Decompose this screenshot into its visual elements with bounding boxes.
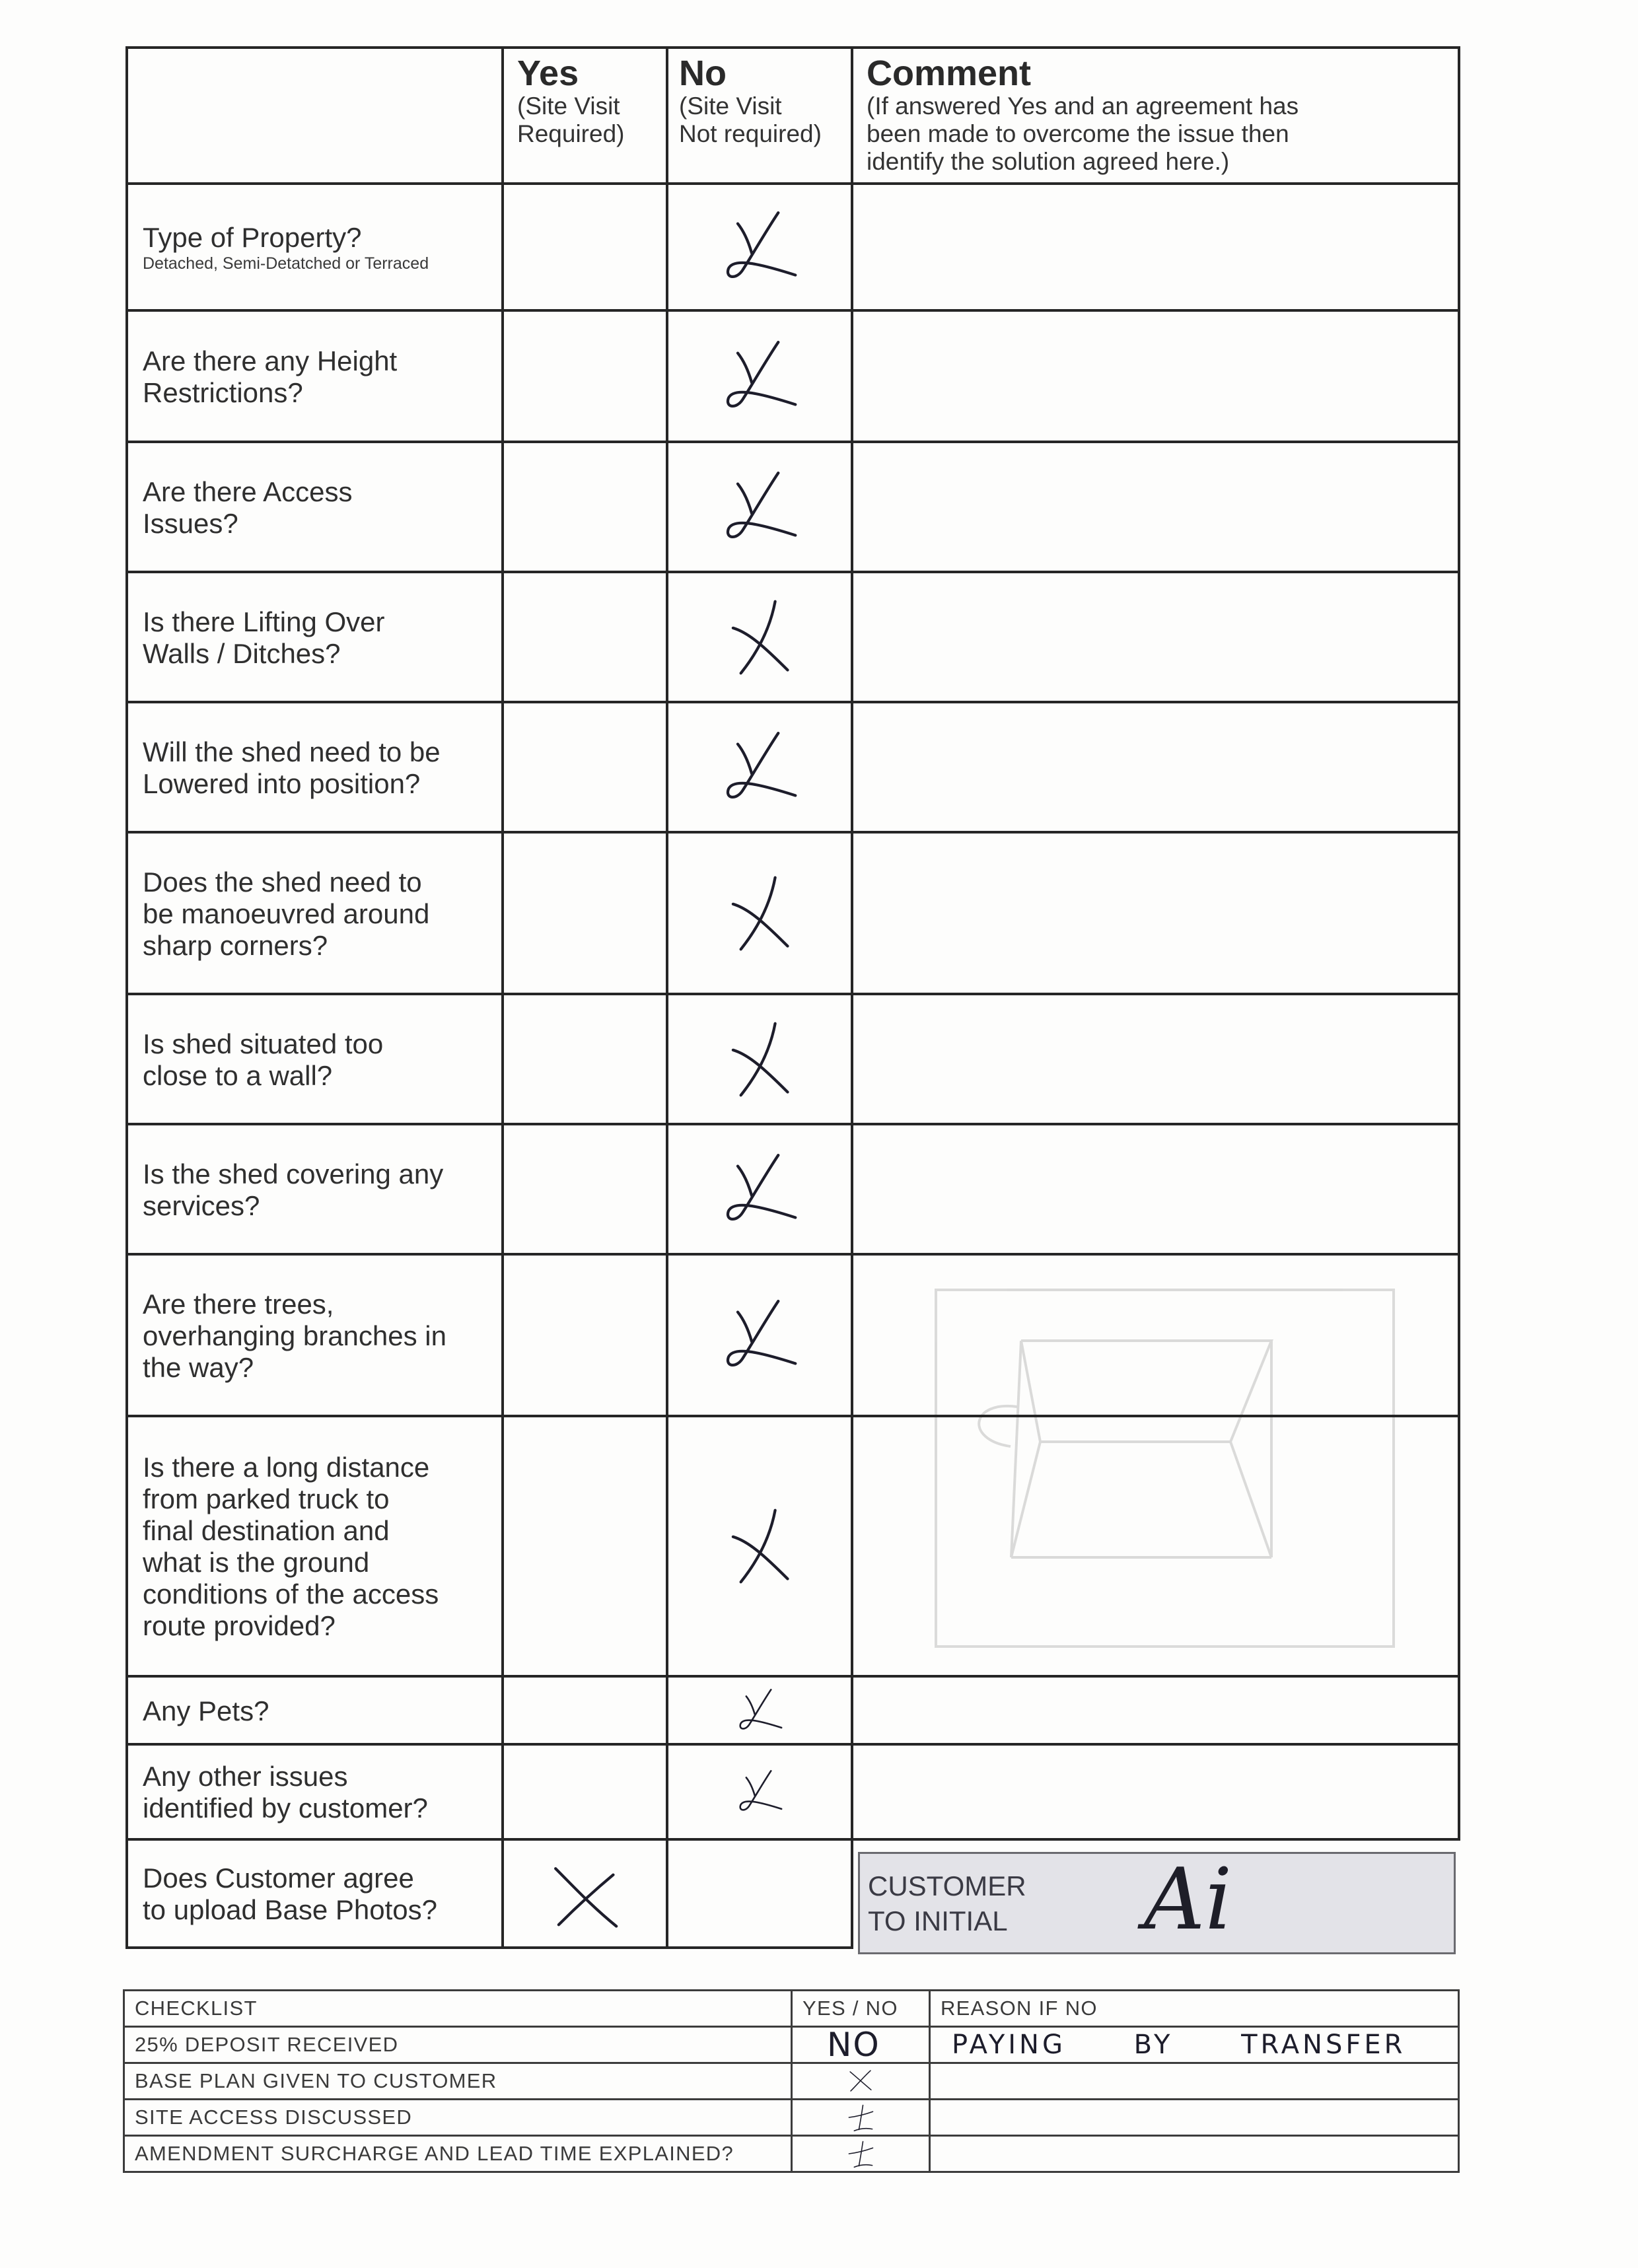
yes-answer-cell <box>504 443 668 573</box>
comment-cell <box>853 1746 1460 1841</box>
yes-header-note: (Site Visit <box>517 92 620 120</box>
no-answer-cell <box>668 1125 853 1256</box>
question-cell <box>128 703 504 833</box>
question-text: final destination and <box>143 1515 390 1546</box>
checklist-reason <box>931 2064 1460 2100</box>
no-answer-cell <box>668 1841 853 1949</box>
question-text: Is there a long distance <box>143 1452 430 1483</box>
yes-answer-cell <box>504 995 668 1125</box>
question-text: Issues? <box>143 507 238 539</box>
checklist-item: 25% DEPOSIT RECEIVED <box>125 2028 793 2064</box>
question-text: Any other issues <box>143 1761 348 1792</box>
comment-cell <box>853 312 1460 443</box>
question-text: Restrictions? <box>143 376 303 408</box>
yes-header-cell <box>504 49 668 185</box>
question-text: Any Pets? <box>143 1695 269 1726</box>
checklist-table <box>123 1989 1460 2173</box>
comment-cell <box>853 995 1460 1125</box>
question-text: overhanging branches in <box>143 1320 446 1351</box>
tick-mark-icon <box>845 2103 876 2132</box>
alpha-cross-icon <box>730 1768 789 1816</box>
question-text: identified by customer? <box>143 1792 428 1824</box>
question-text: Is shed situated too <box>143 1028 384 1059</box>
question-text: Does the shed need to <box>143 866 422 898</box>
yes-answer-cell <box>504 1256 668 1417</box>
question-text: from parked truck to <box>143 1483 390 1514</box>
checklist-reason: PAYING BY TRANSFER <box>931 2028 1460 2064</box>
question-text: services? <box>143 1189 260 1221</box>
no-answer-cell <box>668 833 853 995</box>
no-header-note: Not required) <box>679 120 822 147</box>
question-note: Detached, Semi-Detatched or Terraced <box>143 254 429 273</box>
alpha-cross-icon <box>721 208 799 286</box>
x-cross-icon <box>721 1507 799 1585</box>
yes-answer-cell <box>504 1125 668 1256</box>
yes-answer-cell <box>504 185 668 312</box>
checklist-answer <box>793 2064 931 2100</box>
checklist-reason <box>931 2137 1460 2173</box>
no-answer-cell <box>668 703 853 833</box>
no-answer-cell <box>668 1256 853 1417</box>
question-cell <box>128 995 504 1125</box>
question-text: Are there Access <box>143 476 353 507</box>
checklist-item: AMENDMENT SURCHARGE AND LEAD TIME EXPLAINED? <box>125 2137 793 2173</box>
checklist-item: SITE ACCESS DISCUSSED <box>125 2100 793 2137</box>
question-cell <box>128 1417 504 1678</box>
question-text: Type of Property? <box>143 222 362 253</box>
customer-initial-label-line: CUSTOMER <box>868 1870 1026 1901</box>
no-answer-cell <box>668 185 853 312</box>
checklist-header-item: CHECKLIST <box>125 1991 793 2028</box>
yes-answer-cell <box>504 312 668 443</box>
yes-answer-cell <box>504 573 668 703</box>
x-mark-icon <box>546 1855 624 1932</box>
question-cell <box>128 1746 504 1841</box>
no-answer-cell <box>668 443 853 573</box>
question-text: conditions of the access <box>143 1578 439 1610</box>
question-text: Are there trees, <box>143 1288 334 1320</box>
question-cell <box>128 443 504 573</box>
question-cell <box>128 1678 504 1746</box>
question-cell <box>128 1841 504 1949</box>
tick-mark-icon <box>845 2139 876 2168</box>
alpha-cross-icon <box>721 1151 799 1228</box>
comment-cell <box>853 1125 1460 1256</box>
yes-header-title: Yes <box>517 53 579 93</box>
customer-initial-label-line: TO INITIAL <box>868 1905 1008 1936</box>
no-answer-cell <box>668 312 853 443</box>
question-text: close to a wall? <box>143 1059 333 1091</box>
yes-header-note: Required) <box>517 120 625 147</box>
yes-answer-cell <box>504 1417 668 1678</box>
yes-answer-cell <box>504 1746 668 1841</box>
no-header-note: (Site Visit <box>679 92 782 120</box>
question-text: be manoeuvred around <box>143 898 430 929</box>
question-cell <box>128 1256 504 1417</box>
comment-cell <box>853 833 1460 995</box>
no-header-title: No <box>679 53 727 93</box>
x-cross-icon <box>721 1020 799 1098</box>
comment-cell <box>853 1678 1460 1746</box>
comment-cell <box>853 443 1460 573</box>
question-cell <box>128 185 504 312</box>
site-survey-table <box>125 46 1460 1949</box>
checklist-reason <box>931 2100 1460 2137</box>
no-header-cell <box>668 49 853 185</box>
no-answer-cell <box>668 1746 853 1841</box>
yes-answer-cell <box>504 833 668 995</box>
no-answer-cell <box>668 995 853 1125</box>
comment-header-note: identify the solution agreed here.) <box>867 148 1230 175</box>
checklist-header-answer: YES / NO <box>793 1991 931 2028</box>
yes-answer-cell <box>504 1678 668 1746</box>
question-text: Is there Lifting Over <box>143 606 385 637</box>
no-answer-cell <box>668 1678 853 1746</box>
checklist-answer <box>793 2137 931 2173</box>
question-cell <box>128 573 504 703</box>
question-text: Will the shed need to be <box>143 736 441 767</box>
yes-answer-cell <box>504 1841 668 1949</box>
question-cell <box>128 312 504 443</box>
no-answer-cell <box>668 1417 853 1678</box>
question-cell <box>128 833 504 995</box>
comment-cell <box>853 1417 1460 1678</box>
comment-cell <box>853 1256 1460 1417</box>
question-text: to upload Base Photos? <box>143 1894 438 1925</box>
checklist-answer <box>793 2100 931 2137</box>
checklist-item: BASE PLAN GIVEN TO CUSTOMER <box>125 2064 793 2100</box>
question-text: Are there any Height <box>143 345 398 376</box>
alpha-cross-icon <box>721 337 799 415</box>
comment-header-title: Comment <box>867 53 1032 93</box>
comment-cell <box>853 703 1460 833</box>
alpha-cross-icon <box>721 1296 799 1374</box>
question-header-cell <box>128 49 504 185</box>
alpha-cross-icon <box>721 728 799 806</box>
customer-initials-signature: Ai <box>1144 1851 1232 1949</box>
comment-header-note: been made to overcome the issue then <box>867 120 1289 147</box>
question-text: Does Customer agree <box>143 1862 414 1894</box>
comment-header-cell <box>853 49 1460 185</box>
question-text: route provided? <box>143 1610 336 1641</box>
yes-answer-cell <box>504 703 668 833</box>
checklist-header-reason: REASON IF NO <box>931 1991 1460 2028</box>
question-text: Walls / Ditches? <box>143 637 341 669</box>
customer-initial-box <box>858 1852 1456 1954</box>
no-answer-cell <box>668 573 853 703</box>
alpha-cross-icon <box>721 468 799 546</box>
question-text: Is the shed covering any <box>143 1158 444 1189</box>
x-cross-icon <box>721 598 799 676</box>
question-text: sharp corners? <box>143 929 328 961</box>
comment-header-note: (If answered Yes and an agreement has <box>867 92 1299 120</box>
comment-cell <box>853 185 1460 312</box>
small-cross-icon <box>845 2067 876 2096</box>
comment-cell <box>853 573 1460 703</box>
question-text: what is the ground <box>143 1547 370 1578</box>
question-cell <box>128 1125 504 1256</box>
question-text: the way? <box>143 1351 254 1383</box>
question-text: Lowered into position? <box>143 767 421 799</box>
checklist-answer: NO <box>793 2028 931 2064</box>
x-cross-icon <box>721 874 799 952</box>
alpha-cross-icon <box>730 1687 789 1734</box>
customer-initial-label <box>868 1868 1026 1938</box>
